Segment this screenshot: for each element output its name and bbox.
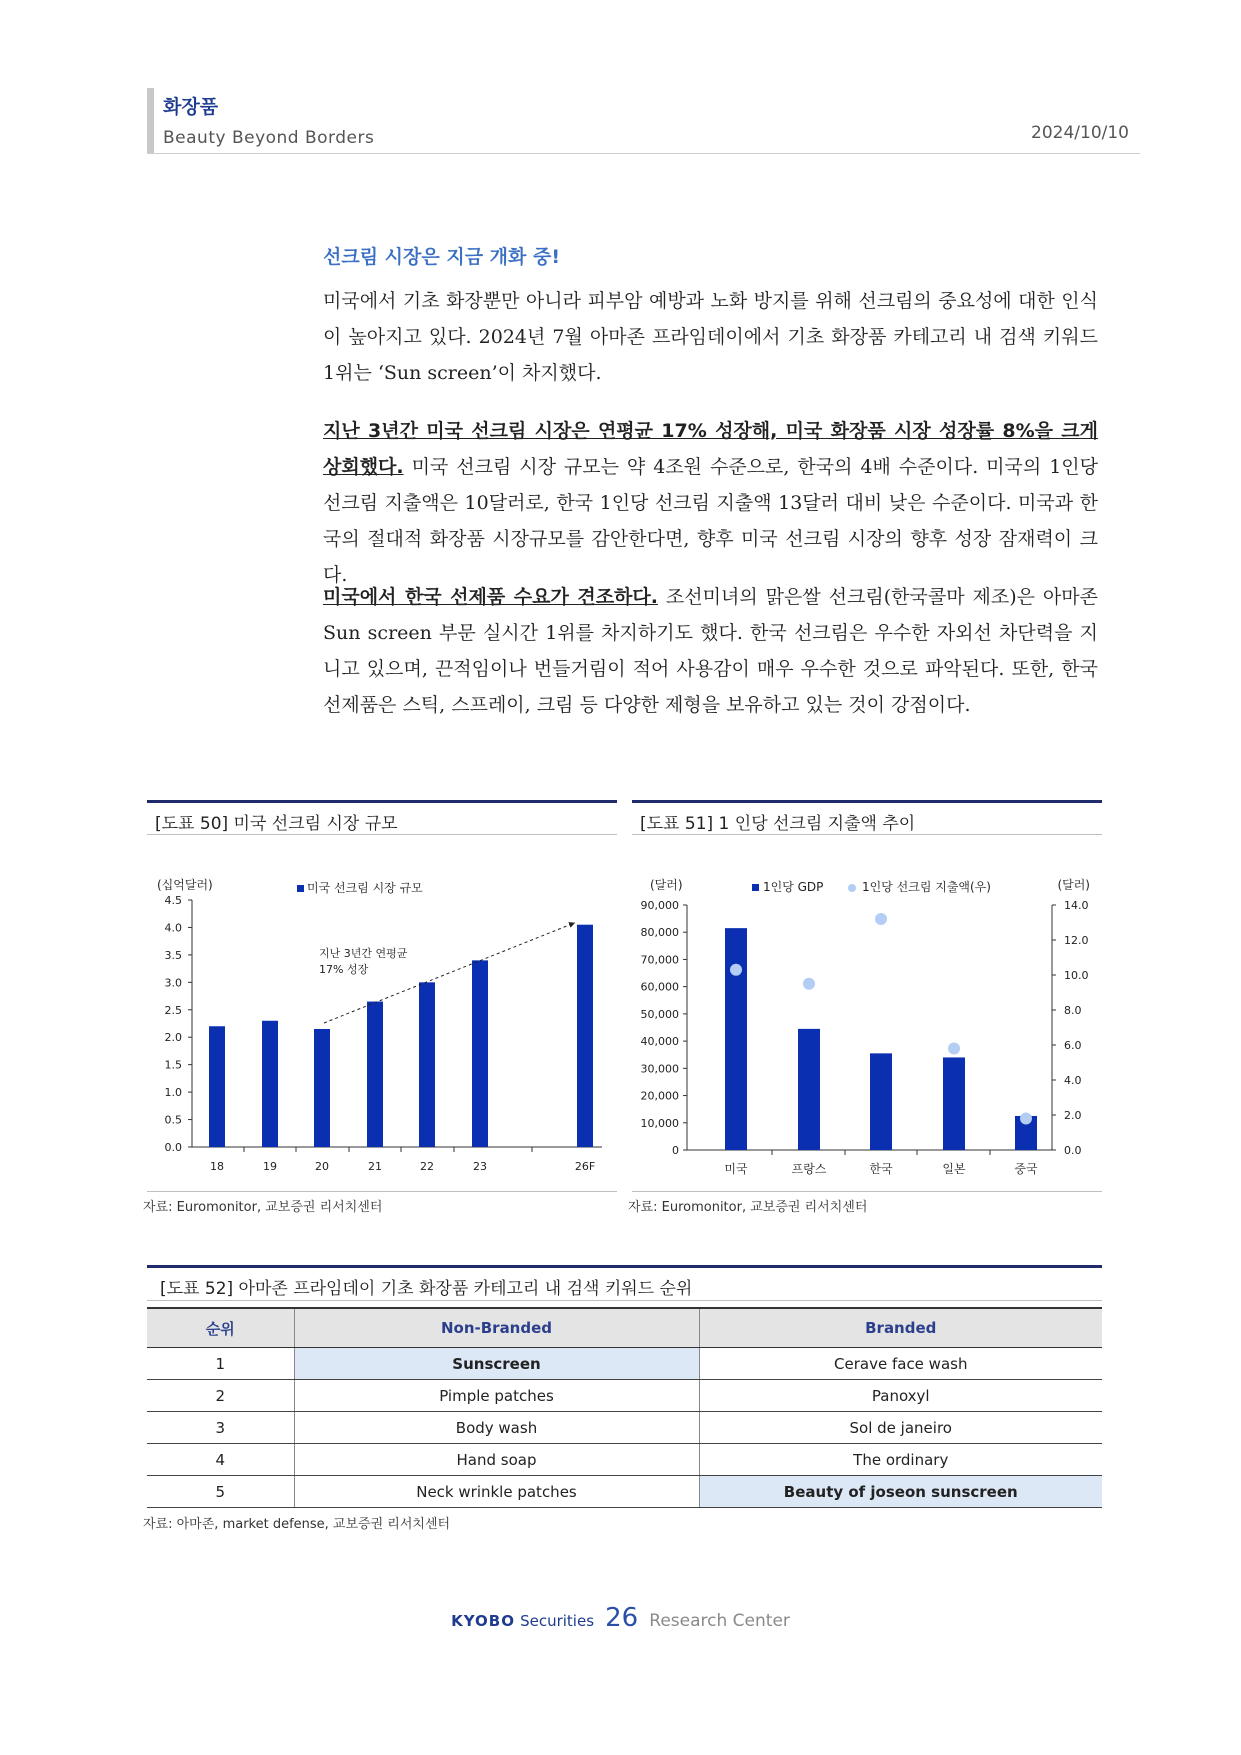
bar-gdp (870, 1053, 892, 1150)
y-tick-label: 2.0 (164, 1031, 182, 1045)
paragraph-3 (323, 579, 1098, 723)
bar (577, 925, 593, 1147)
y-tick-label: 0.0 (164, 1141, 182, 1154)
rank-cell: 4 (147, 1444, 294, 1476)
right-axis-unit: (달러) (1057, 878, 1090, 892)
x-tick-label: 프랑스 (791, 1162, 827, 1176)
right-tick-label: 12.0 (1064, 934, 1089, 947)
table-row (147, 1444, 1102, 1476)
annotation-line-2: 17% 성장 (319, 963, 369, 976)
bar-gdp (725, 928, 747, 1150)
x-tick-label: 중국 (1014, 1162, 1038, 1176)
fig50-chart (147, 855, 617, 1185)
left-tick-label: 30,000 (640, 1062, 679, 1076)
table52-title-rule (147, 1300, 1102, 1301)
page-number: 26 (605, 1603, 639, 1633)
x-tick-label: 일본 (942, 1162, 966, 1176)
footer-research-center: Research Center (649, 1611, 790, 1631)
bar (472, 960, 488, 1147)
x-tick-label: 23 (473, 1160, 487, 1173)
header-divider (147, 153, 1140, 154)
point-spend (730, 964, 742, 976)
non-branded-cell: Sunscreen (294, 1348, 699, 1380)
section-title: 선크림 시장은 지금 개화 중! (323, 246, 561, 268)
left-axis-unit: (달러) (650, 878, 683, 892)
bar (209, 1026, 225, 1147)
y-tick-label: 4.0 (164, 921, 182, 935)
x-tick-label: 22 (420, 1160, 434, 1173)
fig51-source: 자료: Euromonitor, 교보증권 리서치센터 (628, 1200, 868, 1215)
bar (314, 1029, 330, 1147)
header-non-branded: Non-Branded (294, 1308, 699, 1348)
fig51-bottom-rule (632, 1191, 1102, 1192)
y-tick-label: 4.5 (164, 894, 182, 907)
right-tick-label: 2.0 (1064, 1109, 1082, 1122)
branded-cell: Panoxyl (699, 1380, 1102, 1412)
left-tick-label: 50,000 (640, 1007, 679, 1021)
point-spend (1020, 1113, 1032, 1125)
header-date: 2024/10/10 (1031, 123, 1129, 143)
rank-cell: 3 (147, 1412, 294, 1444)
left-tick-label: 80,000 (640, 926, 679, 940)
non-branded-cell: Pimple patches (294, 1380, 699, 1412)
y-tick-label: 2.5 (164, 1003, 182, 1017)
legend-label-spend: 1인당 선크림 지출액(우) (862, 880, 991, 894)
rank-cell: 5 (147, 1476, 294, 1508)
table52-title: [도표 52] 아마존 프라임데이 기초 화장품 카테고리 내 검색 키워드 순위 (160, 1279, 693, 1299)
footer-brand: KYOBO (451, 1612, 515, 1630)
point-spend (948, 1043, 960, 1055)
right-tick-label: 10.0 (1064, 969, 1089, 982)
header-subtitle: Beauty Beyond Borders (163, 128, 375, 148)
header-category: 화장품 (163, 96, 219, 118)
left-tick-label: 90,000 (640, 899, 679, 912)
y-tick-label: 3.5 (164, 948, 182, 962)
y-tick-label: 3.0 (164, 976, 182, 990)
paragraph-1: 미국에서 기초 화장뿐만 아니라 피부암 예방과 노화 방지를 위해 선크림의 중요성에 대한 인식이 높아지고 있다. 2024년 7월 아마존 프라임데이에서 기초 화장품 카테고리 내 검색 키워드 1위는 ‘Sun screen’이 차지했다. (323, 290, 1098, 384)
x-tick-label: 26F (574, 1160, 596, 1173)
left-tick-label: 0 (672, 1144, 679, 1157)
fig51-chart (632, 855, 1102, 1185)
left-tick-label: 60,000 (640, 980, 679, 994)
fig50-top-rule (147, 800, 617, 803)
right-tick-label: 8.0 (1064, 1004, 1082, 1017)
legend-swatch-spend (848, 884, 856, 892)
x-tick-label: 18 (210, 1160, 224, 1173)
rank-cell: 1 (147, 1348, 294, 1380)
header-rank: 순위 (147, 1308, 294, 1348)
non-branded-cell: Neck wrinkle patches (294, 1476, 699, 1508)
branded-cell: The ordinary (699, 1444, 1102, 1476)
legend-label-gdp: 1인당 GDP (763, 880, 824, 894)
bar-gdp (943, 1057, 965, 1150)
table-row (147, 1348, 1102, 1380)
fig50-source: 자료: Euromonitor, 교보증권 리서치센터 (143, 1200, 383, 1215)
left-tick-label: 10,000 (640, 1116, 679, 1130)
page-footer (0, 1603, 1241, 1633)
left-tick-label: 40,000 (640, 1035, 679, 1049)
table-header-row (147, 1308, 1102, 1348)
x-tick-label: 한국 (869, 1162, 893, 1176)
left-tick-label: 20,000 (640, 1089, 679, 1103)
right-tick-label: 14.0 (1064, 899, 1089, 912)
bar-gdp (798, 1029, 820, 1150)
table-row (147, 1380, 1102, 1412)
table52-source: 자료: 아마존, market defense, 교보증권 리서치센터 (143, 1517, 451, 1532)
rank-cell: 2 (147, 1380, 294, 1412)
fig50-title: [도표 50] 미국 선크림 시장 규모 (155, 814, 398, 834)
paragraph-3-lead: 미국에서 한국 선제품 수요가 견조하다. (323, 586, 658, 608)
paragraph-2-lead: 지난 3년간 미국 선크림 시장은 연평균 17% 성장해, 미국 화장품 시장 성장률 8%을 크게 상회했다. (323, 420, 1098, 478)
right-tick-label: 4.0 (1064, 1074, 1082, 1087)
branded-cell: Cerave face wash (699, 1348, 1102, 1380)
point-spend (803, 978, 815, 990)
x-tick-label: 20 (315, 1160, 329, 1173)
y-axis-unit: (십억달러) (157, 878, 213, 892)
header-branded: Branded (699, 1308, 1102, 1348)
point-spend (875, 913, 887, 925)
table52-top-rule (147, 1265, 1102, 1268)
paragraph-2-body: 미국 선크림 시장 규모는 약 4조원 수준으로, 한국의 4배 수준이다. 미국의 1인당 선크림 지출액은 10달러로, 한국 1인당 선크림 지출액 13달러 대비 낮은 수준이다. 미국과 한국의 절대적 화장품 시장규모를 감안한다면, 향후 미국 선크림 시장의 향후 성장 잠재력이 크다. (323, 456, 1098, 586)
right-tick-label: 6.0 (1064, 1039, 1082, 1052)
fig51-top-rule (632, 800, 1102, 803)
legend-swatch (297, 885, 304, 892)
footer-brand-suffix: Securities (520, 1612, 595, 1630)
branded-cell: Sol de janeiro (699, 1412, 1102, 1444)
keyword-rank-table (147, 1307, 1102, 1508)
x-tick-label: 21 (368, 1160, 382, 1173)
bar (367, 1002, 383, 1147)
legend-label: 미국 선크림 시장 규모 (307, 881, 423, 895)
branded-cell: Beauty of joseon sunscreen (699, 1476, 1102, 1508)
right-tick-label: 0.0 (1064, 1144, 1082, 1157)
fig51-title-rule (632, 834, 1102, 835)
y-tick-label: 1.5 (164, 1058, 182, 1072)
x-tick-label: 19 (263, 1160, 277, 1173)
table-row (147, 1476, 1102, 1508)
left-tick-label: 70,000 (640, 953, 679, 967)
non-branded-cell: Hand soap (294, 1444, 699, 1476)
fig50-bottom-rule (147, 1191, 617, 1192)
header-accent-bar (147, 88, 154, 154)
y-tick-label: 0.5 (164, 1113, 182, 1127)
paragraph-2 (323, 413, 1098, 593)
paragraph-3-body: 조선미녀의 맑은쌀 선크림(한국콜마 제조)은 아마존 Sun screen 부문 실시간 1위를 차지하기도 했다. 한국 선크림은 우수한 자외선 차단력을 지니고 있으며, 끈적임이나 번들거림이 적어 사용감이 매우 우수한 것으로 파악된다. 또한, 한국 선제품은 스틱, 스프레이, 크림 등 다양한 제형을 보유하고 있는 것이 강점이다. (323, 586, 1098, 716)
annotation-line-1: 지난 3년간 연평균 (319, 947, 408, 960)
bar (419, 982, 435, 1147)
x-tick-label: 미국 (724, 1162, 748, 1176)
fig50-title-rule (147, 834, 617, 835)
fig51-title: [도표 51] 1 인당 선크림 지출액 추이 (640, 814, 916, 834)
non-branded-cell: Body wash (294, 1412, 699, 1444)
table-row (147, 1412, 1102, 1444)
legend-swatch-gdp (752, 884, 759, 891)
y-tick-label: 1.0 (164, 1086, 182, 1100)
bar (262, 1021, 278, 1147)
